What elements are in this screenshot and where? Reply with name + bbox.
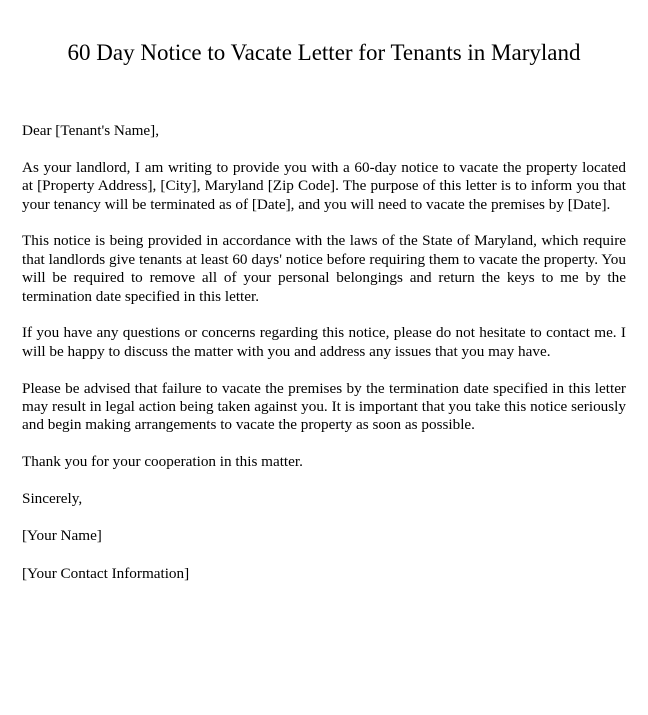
salutation: Dear [Tenant's Name],	[22, 122, 160, 139]
document-title: 60 Day Notice to Vacate Letter for Tenants in Maryland	[67, 40, 581, 65]
signature-name: [Your Name]	[22, 527, 102, 545]
paragraph-warning: Please be advised that failure to vacate the premises by the termination date specified in this letter may result in legal action being taken against you. It is important that you take this notice seriously and begin making arrangements to vacate the property as soon as possible.	[22, 379, 626, 434]
letter-body	[22, 122, 626, 602]
signature-contact: [Your Contact Information]	[22, 564, 190, 582]
paragraph-questions: If you have any questions or concerns regarding this notice, please do not hesitate to contact me. I will be happy to discuss the matter with you and address any issues that you may have.	[22, 324, 626, 360]
paragraph-notice: As your landlord, I am writing to provide you with a 60-day notice to vacate the property located at [Property Address], [City], Maryland [Zip Code]. The purpose of this letter is to inform you that your tenancy will be terminated as of [Date], and you will need to vacate the premises by [Date].	[22, 158, 626, 213]
paragraph-thanks: Thank you for your cooperation in this matter.	[22, 453, 303, 471]
closing: Sincerely,	[22, 490, 83, 508]
paragraph-legal-basis: This notice is being provided in accordance with the laws of the State of Maryland, which require that landlords give tenants at least 60 days' notice before requiring them to vacate the property. You will be required to remove all of your personal belongings and return the keys to me by the termination date specified in this letter.	[22, 232, 626, 305]
